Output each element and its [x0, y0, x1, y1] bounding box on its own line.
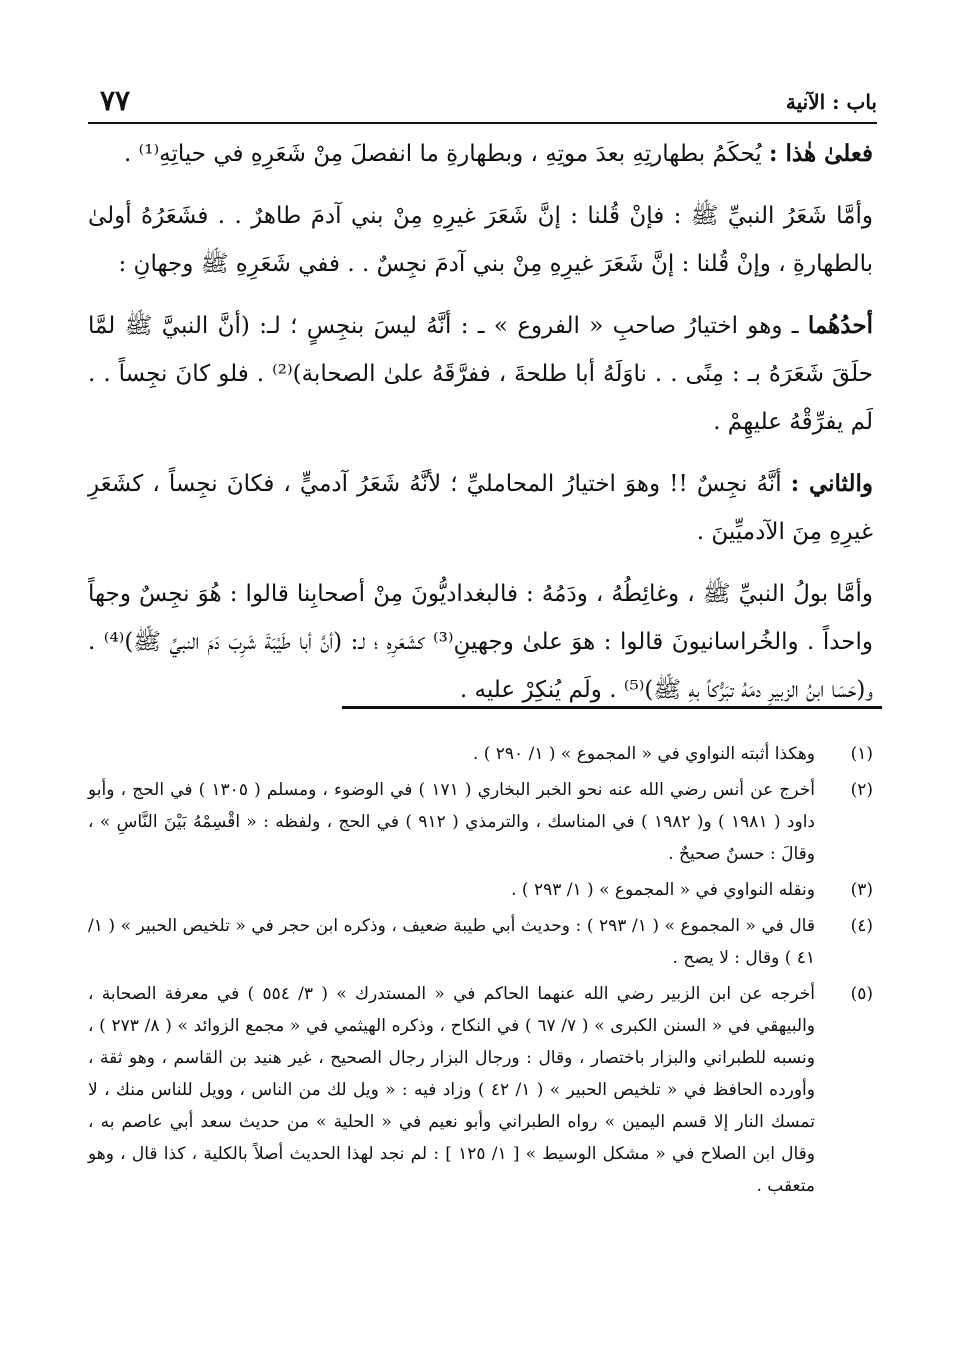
- footnote-2: [88, 774, 873, 870]
- footnote-number: (١): [850, 744, 873, 764]
- footnote-text: ونقله النواوي في « المجموع » ( ١/ ٢٩٣ ) .: [511, 880, 815, 900]
- paragraph-1: [88, 130, 873, 178]
- footnote-text: وهكذا أثبته النواوي في « المجموع » ( ١/ ٢٩٠ ) .: [472, 744, 815, 764]
- footnote-text: أخرجه عن ابن الزبير رضي الله عنهما الحاكم في « المستدرك » ( ٣/ ٥٥٤ ) في معرفة الصحابة ، والبيهقي في « السنن الكبرى » ( ٧/ ٦٧ ) في النكاح ، وذكره الهيثمي في « مجمع الزوائد » ( ٨/ ٢٧٣ ) ، ونسبه للطبراني والبزار باختصار ، وقال : ورجال البزار رجال الصحيح ، غير هنيد بن القاسم ، وهو ثقة ، وأورده الحافظ في « تلخيص الحبير » ( ١/ ٤٢ ) وزاد فيه : « ويل لك من الناس ، وويل للناس منك ، لا تمسك النار إلا قسم اليمين » رواه الطبراني وأبو نعيم في « الحلية » من حديث سعد أبي عاصم به ، وقال ابن الصلاح في « مشكل الوسيط » [ ١/ ١٢٥ ] : لم نجد لهذا الحديث أصلاً بالكلية ، كذا قال ، وهو متعقب .: [88, 984, 816, 1196]
- paragraph-text: أنَّهُ نجِسٌ !! وهوَ اختيارُ المحامليِّ ؛ لأنَّهُ شَعَرُ آدميٍّ ، فكانَ نجِساً ، كشَعَرِ غيرِهِ مِنَ الآدميِّينَ .: [88, 471, 873, 545]
- footnote-3: [88, 874, 873, 906]
- paragraph-2: [88, 192, 873, 288]
- footnote-number: (٥): [850, 984, 873, 1004]
- paragraph-text: ـ وهو اختيارُ صاحبِ « الفروع » ـ : أنَّهُ ليسَ بنجِسٍ ؛ لـ: (أنَّ النبيَّ ﷺ لمَّا حلَقَ شَعَرَهُ بـ : مِنًى . . ناوَلَهُ أبا طلحةَ ، ففرَّقَهُ علىٰ الصحابة)⁽²⁾ . فلو كانَ نجِساً . . لَم يفرِّقْهُ عليهِمْ .: [88, 313, 873, 435]
- footnote-number: (٤): [850, 916, 873, 936]
- paragraph-4: [88, 460, 873, 556]
- running-header: [88, 82, 877, 124]
- footnote-divider: [342, 706, 882, 709]
- footnotes: [88, 738, 873, 1206]
- footnote-text: قال في « المجموع » ( ١/ ٢٩٣ ) : وحديث أبي طيبة ضعيف ، وذكره ابن حجر في « تلخيص الحبير » ( ١/ ٤١ ) وقال : لا يصح .: [88, 916, 815, 968]
- paragraph-lead: أحدُهُما: [807, 312, 873, 339]
- footnote-5: [88, 978, 873, 1202]
- paragraph-3: [88, 302, 873, 446]
- footnote-1: [88, 738, 873, 770]
- chapter-title: باب : الآنية: [785, 90, 877, 114]
- footnote-text: أخرج عن أنس رضي الله عنه نحو الخبر البخاري ( ١٧١ ) في الوضوء ، ومسلم ( ١٣٠٥ ) في الحج ، وأبو داود ( ١٩٨١ ) و( ١٩٨٢ ) في المناسك ، والترمذي ( ٩١٢ ) في الحج ، ولفظه : « اقْسِمْهُ بَيْنَ النَّاسِ » ، وقالَ : حسنٌ صحيحٌ .: [88, 780, 816, 864]
- paragraph-lead: والثاني :: [790, 470, 874, 497]
- paragraph-text: وأمَّا شَعَرُ النبيِّ ﷺ : فإنْ قُلنا : إنَّ شَعَرَ غيرِهِ مِنْ بني آدمَ طاهرٌ . . فشَعَرُهُ أولىٰ بالطهارةِ ، وإنْ قُلنا : إنَّ شَعَرَ غيرِهِ مِنْ بني آدمَ نجِسٌ . . ففي شَعَرِهِ ﷺ وجهانِ :: [88, 203, 873, 277]
- main-text: [88, 130, 873, 728]
- paragraph-lead: فعلىٰ هٰذا :: [769, 140, 873, 167]
- page-number: ٧٧: [100, 84, 131, 117]
- paragraph-text: وأمَّا بولُ النبيِّ ﷺ ، وغائِطُهُ ، ودَمُهُ : فالبغداديُّونَ مِنْ أصحابِنا قالوا : هُوَ نجِسٌ وجهاً واحداً . والخُراسانيونَ قالوا : هوَ علىٰ وجهينِ⁽³⁾ كشَعَرِهِ ؛ لـ: (أنَّ أبا طَيْبَةَ شَرِبَ دَمَ النبيِّ ﷺ)⁽⁴⁾ . و(حَسَا ابنُ الزبيرِ دمَهُ تبَرُّكاً بهِ ﷺ)⁽⁵⁾ . ولَم يُنكِرْ عليه .: [88, 581, 873, 703]
- footnote-number: (٢): [850, 780, 873, 800]
- paragraph-5: [88, 570, 873, 714]
- paragraph-text: يُحكَمُ بطهارتِهِ بعدَ موتِهِ ، وبطهارةِ ما انفصلَ مِنْ شَعَرِهِ في حياتِهِ⁽¹⁾ .: [123, 141, 770, 167]
- footnote-number: (٣): [850, 880, 873, 900]
- footnote-4: [88, 910, 873, 974]
